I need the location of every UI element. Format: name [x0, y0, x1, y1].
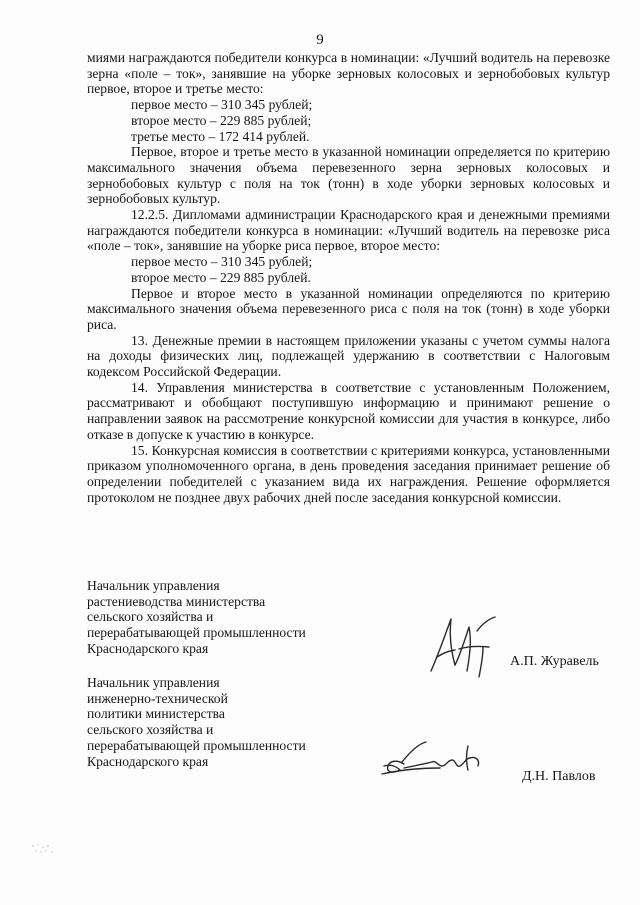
prize-item: третье место – 172 414 рублей.	[131, 128, 310, 144]
position-line: сельского хозяйства и	[87, 722, 214, 738]
paragraph: 12.2.5. Дипломами администрации Краснодарского края и денежными премиями награждаются победители конкурса в номинации: «Лучший водитель на перевозке риса «поле – ток», занявшие на уборке риса первое, второе место:	[87, 207, 610, 254]
position-line: политики министерства	[87, 706, 225, 722]
paragraph: миями награждаются победители конкурса в номинации: «Лучший водитель на перевозке зерна «поле – ток», занявшие на уборке зерновых колосовых и зернобобовых культур первое, второе и третье место:	[87, 50, 610, 97]
position-line: Начальник управления	[87, 675, 220, 690]
page-number: 9	[316, 32, 324, 48]
signatory-position	[87, 578, 357, 657]
signatory-position	[87, 675, 357, 769]
paragraph: Первое, второе и третье место в указанной номинации определяется по критерию максимального значения объема перевезенного зерна зерновых колосовых и зернобобовых культур с поля на ток (тонн) в ходе уборки зерновых колосовых и зернобобовых культур.	[87, 144, 610, 207]
position-line: сельского хозяйства и	[87, 609, 214, 625]
paragraph: 14. Управления министерства в соответствие с установленным Положением, рассматривают и обобщают поступившую информацию и принимают решение о направлении заявок на рассмотрение конкурсной комиссии для участия в конкурсе, либо отказе в допуске к участию в конкурсе.	[87, 379, 610, 442]
prize-item: второе место – 229 885 рублей;	[131, 112, 312, 128]
prize-item: первое место – 310 345 рублей;	[131, 254, 313, 270]
handwritten-signature	[380, 736, 490, 780]
paragraph: 15. Конкурсная комиссия в соответствии с критериями конкурса, установленными приказом уполномоченного органа, в день проведения заседания принимает решение об определении победителей с указанием вида их награждения. Решение оформляется протоколом не позднее двух рабочих дней после заседания конкурсной комиссии.	[87, 442, 610, 505]
paragraph: 13. Денежные премии в настоящем приложении указаны с учетом суммы налога на доходы физических лиц, подлежащей удержанию в соответствии с Налоговым кодексом Российской Федерации.	[87, 332, 610, 380]
handwritten-signature	[425, 613, 505, 683]
scan-specks	[30, 840, 70, 860]
signatory-name: А.П. Журавель	[510, 654, 599, 669]
paragraph: Первое и второе место в указанной номинации определяются по критерию максимального значения объема перевезенного риса с поля на ток (тонн) в ходе уборки риса.	[87, 285, 610, 332]
signatory-name: Д.Н. Павлов	[522, 769, 596, 784]
position-line: перерабатывающей промышленности	[87, 737, 306, 753]
prize-item: второе место – 229 885 рублей.	[131, 269, 311, 285]
position-line: инженерно-технической	[87, 690, 228, 706]
position-line: Краснодарского края	[87, 640, 209, 656]
prize-item: первое место – 310 345 рублей;	[131, 97, 313, 113]
position-line: Начальник управления	[87, 578, 220, 593]
position-line: Краснодарского края	[87, 753, 209, 769]
position-line: растениеводства министерства	[87, 593, 266, 609]
position-line: перерабатывающей промышленности	[87, 625, 306, 641]
body-text	[87, 50, 610, 505]
